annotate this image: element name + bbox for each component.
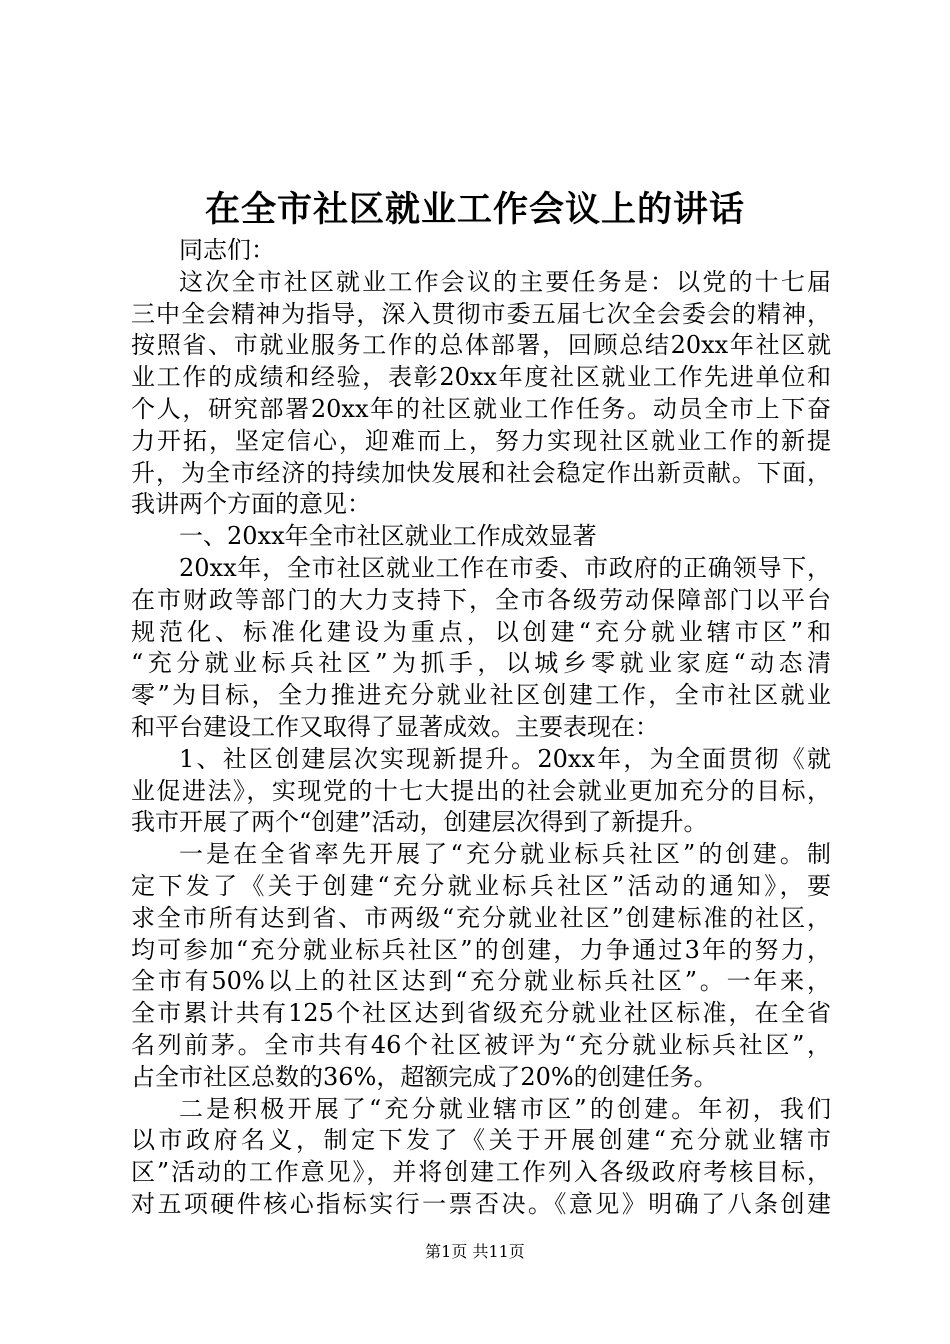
body-line: 力开拓，坚定信心，迎难而上，努力实现社区就业工作的新提 <box>131 426 831 455</box>
body-line: 求全市所有达到省、市两级“充分就业社区”创建标准的社区， <box>131 903 831 932</box>
body-line: 占全市社区总数的36%，超额完成了20%的创建任务。 <box>131 1062 718 1091</box>
body-line: 一是在全省率先开展了“充分就业标兵社区”的创建。制 <box>179 840 831 869</box>
document-title: 在全市社区就业工作会议上的讲话 <box>204 189 745 230</box>
body-line: 以市政府名义，制定下发了《关于开展创建“充分就业辖市 <box>131 1126 831 1155</box>
body-line: 三中全会精神为指导，深入贯彻市委五届七次全会委会的精神， <box>131 299 831 328</box>
body-line: 业工作的成绩和经验，表彰20xx年度社区就业工作先进单位和 <box>131 363 831 392</box>
body-line: 升，为全市经济的持续加快发展和社会稳定作出新贡献。下面， <box>131 458 831 487</box>
body-line: 均可参加“充分就业标兵社区”的创建，力争通过3年的努力， <box>131 935 831 964</box>
body-line: 这次全市社区就业工作会议的主要任务是：以党的十七届 <box>179 267 831 296</box>
body-line: 区”活动的工作意见》，并将创建工作列入各级政府考核目标， <box>131 1158 831 1187</box>
page-footer: 第1页 共11页 <box>425 1242 525 1261</box>
body-line: 零”为目标，全力推进充分就业社区创建工作，全市社区就业 <box>131 681 831 710</box>
body-line: 和平台建设工作又取得了显著成效。主要表现在： <box>131 712 659 741</box>
body-line: 定下发了《关于创建“充分就业标兵社区”活动的通知》，要 <box>131 871 831 900</box>
body-line: “充分就业标兵社区”为抓手，以城乡零就业家庭“动态清 <box>131 649 831 678</box>
body-line: 同志们： <box>179 236 275 264</box>
body-line: 二是积极开展了“充分就业辖市区”的创建。年初，我们 <box>179 1094 831 1123</box>
body-line: 规范化、标准化建设为重点，以创建“充分就业辖市区”和 <box>131 617 831 646</box>
body-line: 1、社区创建层次实现新提升。20xx年，为全面贯彻《就 <box>179 744 831 773</box>
body-line: 全市累计共有125个社区达到省级充分就业社区标准，在全省 <box>131 999 831 1028</box>
body-line: 按照省、市就业服务工作的总体部署，回顾总结20xx年社区就 <box>131 331 831 360</box>
body-line: 全市有50%以上的社区达到“充分就业标兵社区”。一年来， <box>131 967 831 996</box>
body-line: 一、20xx年全市社区就业工作成效显著 <box>179 522 597 551</box>
body-line: 我讲两个方面的意见： <box>131 490 371 519</box>
body-line: 对五项硬件核心指标实行一票否决。《意见》明确了八条创建 <box>131 1189 831 1218</box>
body-line: 业促进法》，实现党的十七大提出的社会就业更加充分的目标， <box>131 776 831 805</box>
body-line: 在市财政等部门的大力支持下，全市各级劳动保障部门以平台 <box>131 585 831 614</box>
body-line: 名列前茅。全市共有46个社区被评为“充分就业标兵社区”， <box>131 1030 831 1059</box>
body-line: 20xx年，全市社区就业工作在市委、市政府的正确领导下， <box>179 553 831 582</box>
document-body <box>131 235 831 1221</box>
body-line: 我市开展了两个“创建”活动，创建层次得到了新提升。 <box>131 808 708 837</box>
body-line: 个人，研究部署20xx年的社区就业工作任务。动员全市上下奋 <box>131 394 831 423</box>
